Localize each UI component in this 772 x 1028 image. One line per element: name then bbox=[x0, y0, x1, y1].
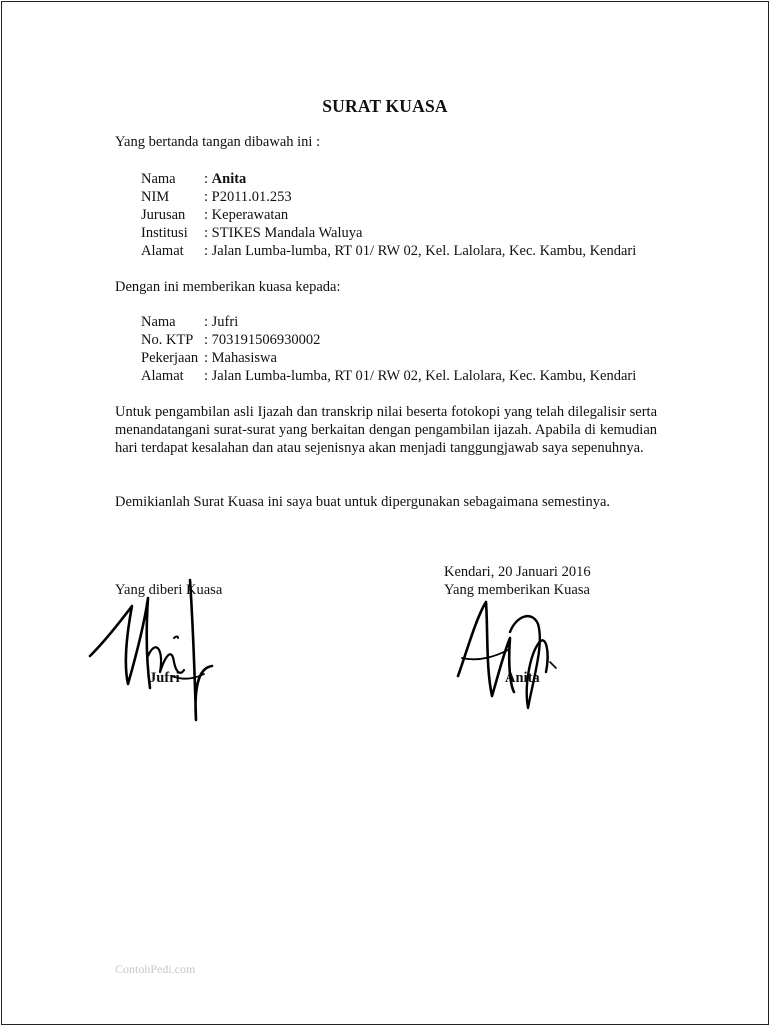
field-value: Jalan Lumba-lumba, RT 01/ RW 02, Kel. Lalolara, Kec. Kambu, Kendari bbox=[211, 368, 637, 384]
field-value: STIKES Mandala Waluya bbox=[211, 225, 363, 241]
field-value: Keperawatan bbox=[211, 207, 289, 223]
field-label: Institusi bbox=[141, 225, 188, 241]
right-signature-scribble bbox=[452, 592, 562, 720]
document-page bbox=[1, 1, 769, 1025]
left-signature-label: Yang diberi Kuasa bbox=[115, 582, 223, 598]
document-title: SURAT KUASA bbox=[322, 96, 448, 116]
left-signer-name: Jufri bbox=[149, 670, 180, 686]
grantee-row-nama: Nama : Jufri bbox=[141, 314, 239, 330]
transfer-text: Dengan ini memberikan kuasa kepada: bbox=[115, 279, 341, 295]
right-signer-name: Anita bbox=[505, 670, 540, 686]
closing-text: Demikianlah Surat Kuasa ini saya buat untuk dipergunakan sebagaimana semestinya. bbox=[115, 494, 611, 510]
left-signature-scribble bbox=[86, 576, 221, 726]
place-date: Kendari, 20 Januari 2016 bbox=[444, 564, 591, 580]
field-value: Jalan Lumba-lumba, RT 01/ RW 02, Kel. Lalolara, Kec. Kambu, Kendari bbox=[211, 243, 637, 259]
field-value: Mahasiswa bbox=[211, 350, 277, 366]
field-label: Pekerjaan bbox=[141, 350, 199, 366]
intro-text: Yang bertanda tangan dibawah ini : bbox=[115, 134, 321, 150]
field-label: Alamat bbox=[141, 243, 184, 259]
field-label: NIM bbox=[141, 189, 170, 205]
body-paragraph: Untuk pengambilan asli Ijazah dan transkrip nilai beserta fotokopi yang telah dilegalisir serta menandatangani surat-surat yang berkaitan dengan pengambilan ijazah. Apabila di kemudian hari terdapat kesalahan dan atau sejenisnya akan menjadi tanggungjawab saya sepenuhnya. bbox=[115, 404, 657, 456]
field-value: 703191506930002 bbox=[211, 332, 321, 348]
grantor-row-nim: NIM : P2011.01.253 bbox=[141, 189, 292, 205]
grantor-row-nama: Nama : Anita bbox=[141, 171, 247, 187]
grantee-row-ktp: No. KTP : 703191506930002 bbox=[141, 332, 321, 348]
field-label: Nama bbox=[141, 314, 176, 330]
field-value: Anita bbox=[211, 171, 247, 187]
field-value: Jufri bbox=[211, 314, 239, 330]
grantee-row-alamat: Alamat : Jalan Lumba-lumba, RT 01/ RW 02, Kel. Lalolara, Kec. Kambu, Kendari bbox=[141, 368, 637, 384]
right-signature-label: Yang memberikan Kuasa bbox=[444, 582, 590, 598]
field-label: Jurusan bbox=[141, 207, 186, 223]
field-value: P2011.01.253 bbox=[211, 189, 292, 205]
grantee-row-pekerjaan: Pekerjaan : Mahasiswa bbox=[141, 350, 277, 366]
watermark-text: ContohPedi.com bbox=[115, 962, 196, 976]
grantor-row-institusi: Institusi : STIKES Mandala Waluya bbox=[141, 225, 363, 241]
grantor-row-jurusan: Jurusan : Keperawatan bbox=[141, 207, 289, 223]
field-label: No. KTP bbox=[141, 332, 194, 348]
field-label: Nama bbox=[141, 171, 176, 187]
grantor-row-alamat: Alamat : Jalan Lumba-lumba, RT 01/ RW 02, Kel. Lalolara, Kec. Kambu, Kendari bbox=[141, 243, 637, 259]
field-label: Alamat bbox=[141, 368, 184, 384]
